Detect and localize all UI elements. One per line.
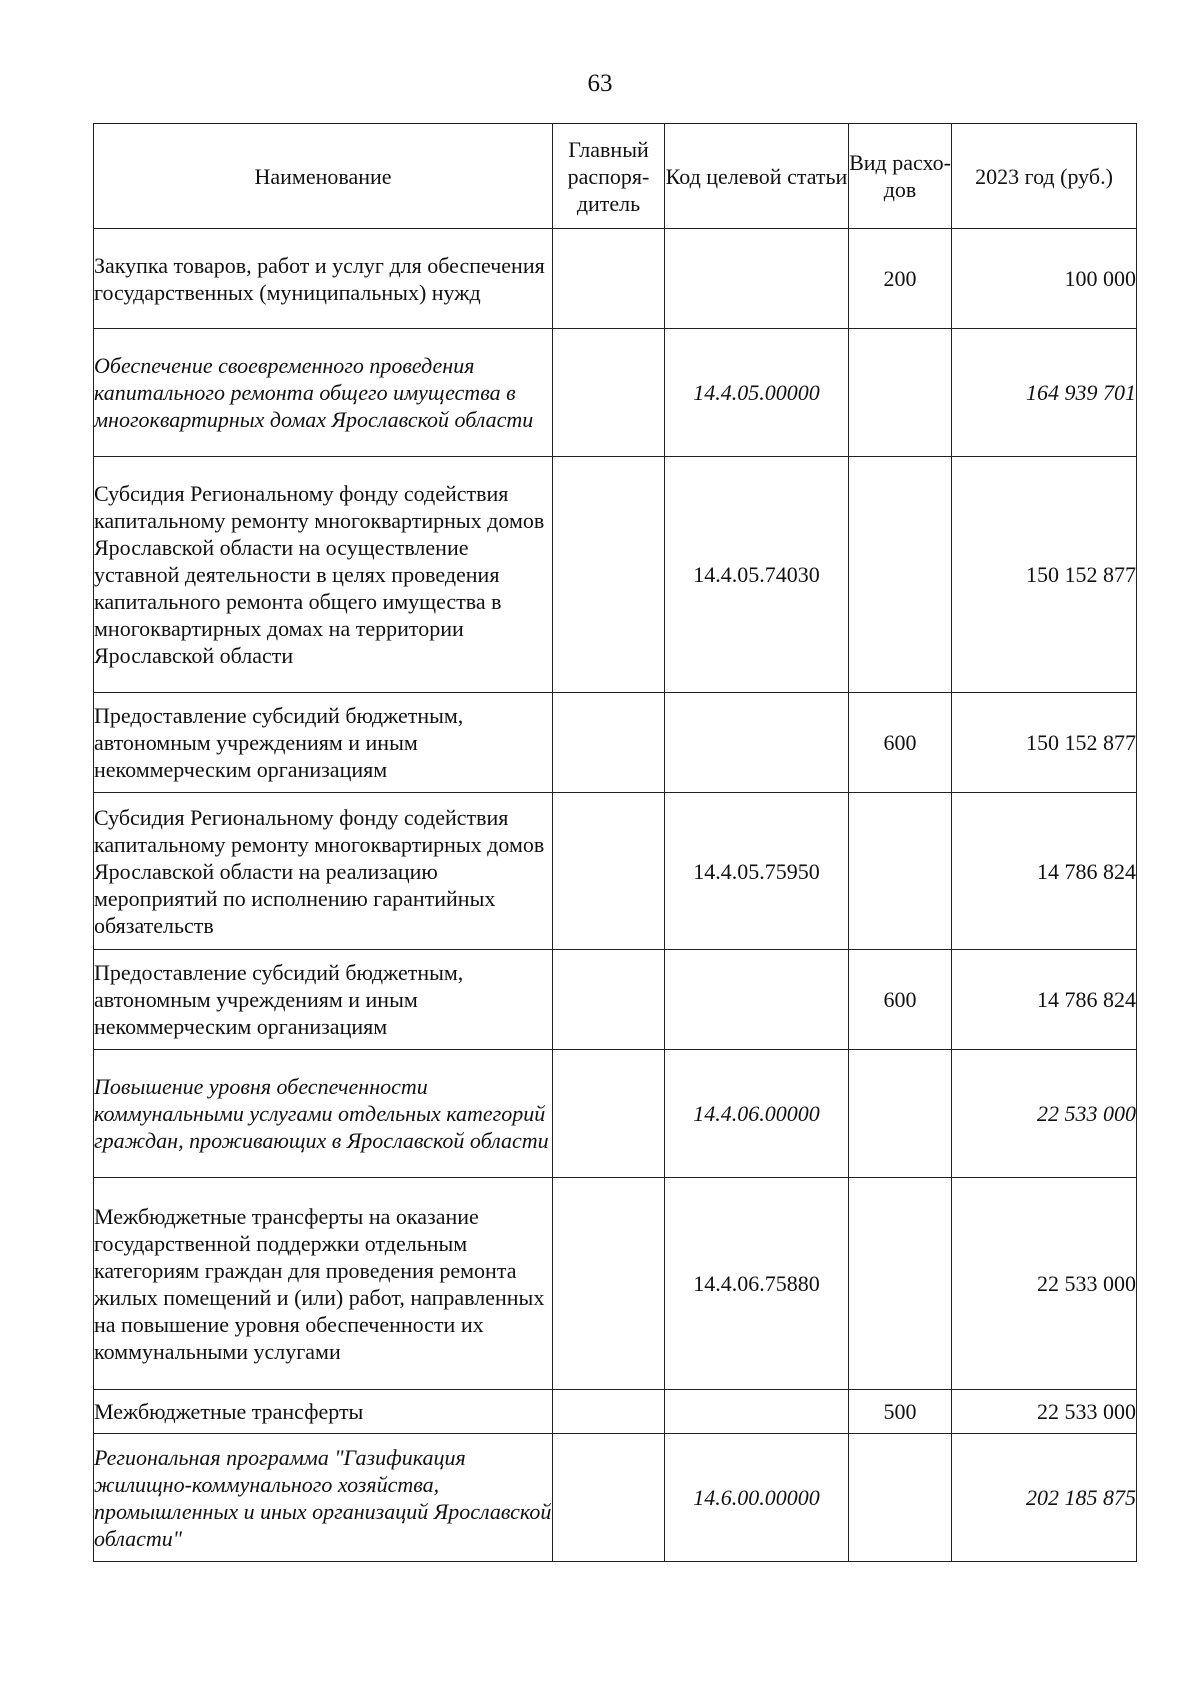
row-kind bbox=[849, 1178, 952, 1390]
table-row bbox=[94, 1434, 1137, 1562]
row-code: 14.4.06.75880 bbox=[665, 1178, 849, 1390]
table-row bbox=[94, 950, 1137, 1050]
row-sum: 202 185 875 bbox=[952, 1434, 1137, 1562]
row-kind bbox=[849, 329, 952, 457]
row-kind: 600 bbox=[849, 693, 952, 793]
table-row bbox=[94, 1178, 1137, 1390]
row-sum: 22 533 000 bbox=[952, 1390, 1137, 1434]
table-row bbox=[94, 793, 1137, 950]
row-name: Закупка товаров, работ и услуг для обеспечения государственных (муниципальных) нужд bbox=[94, 229, 553, 329]
row-name: Региональная программа "Газификация жилищно-коммунального хозяйства, промышленных и иных организаций Ярославской области" bbox=[94, 1434, 553, 1562]
row-name: Субсидия Региональному фонду содействия капитальному ремонту многоквартирных домов Ярославской области на реализацию мероприятий по исполнению гарантийных обязательств bbox=[94, 793, 553, 950]
row-manager bbox=[553, 229, 665, 329]
header-name: Наименование bbox=[94, 124, 553, 229]
header-code: Код целевой статьи bbox=[665, 124, 849, 229]
row-sum: 22 533 000 bbox=[952, 1178, 1137, 1390]
table-row bbox=[94, 457, 1137, 693]
row-manager bbox=[553, 693, 665, 793]
header-row bbox=[94, 124, 1137, 229]
row-sum: 150 152 877 bbox=[952, 693, 1137, 793]
header-manager: Главный распоря-дитель bbox=[553, 124, 665, 229]
row-manager bbox=[553, 793, 665, 950]
row-sum: 150 152 877 bbox=[952, 457, 1137, 693]
row-code: 14.4.05.75950 bbox=[665, 793, 849, 950]
row-kind bbox=[849, 457, 952, 693]
row-name: Субсидия Региональному фонду содействия капитальному ремонту многоквартирных домов Ярославской области на осуществление уставной деятельности в целях проведения капитального ремонта общего имущества в многоквартирных домах на территории Ярославской области bbox=[94, 457, 553, 693]
row-sum: 14 786 824 bbox=[952, 793, 1137, 950]
row-name: Предоставление субсидий бюджетным, автономным учреждениям и иным некоммерческим организациям bbox=[94, 693, 553, 793]
row-manager bbox=[553, 1390, 665, 1434]
row-sum: 22 533 000 bbox=[952, 1050, 1137, 1178]
row-manager bbox=[553, 1050, 665, 1178]
row-kind: 500 bbox=[849, 1390, 952, 1434]
row-kind: 600 bbox=[849, 950, 952, 1050]
budget-table bbox=[93, 123, 1137, 1562]
row-name: Межбюджетные трансферты bbox=[94, 1390, 553, 1434]
header-kind: Вид расхо-дов bbox=[849, 124, 952, 229]
row-name: Обеспечение своевременного проведения капитального ремонта общего имущества в многоквартирных домах Ярославской области bbox=[94, 329, 553, 457]
row-name: Межбюджетные трансферты на оказание государственной поддержки отдельным категориям граждан для проведения ремонта жилых помещений и (или) работ, направленных на повышение уровня обеспеченности их коммунальными услугами bbox=[94, 1178, 553, 1390]
table-row bbox=[94, 1390, 1137, 1434]
row-manager bbox=[553, 329, 665, 457]
header-year: 2023 год (руб.) bbox=[952, 124, 1137, 229]
row-code bbox=[665, 229, 849, 329]
row-code: 14.4.05.00000 bbox=[665, 329, 849, 457]
row-name: Предоставление субсидий бюджетным, автономным учреждениям и иным некоммерческим организациям bbox=[94, 950, 553, 1050]
row-kind bbox=[849, 1434, 952, 1562]
row-code: 14.4.06.00000 bbox=[665, 1050, 849, 1178]
row-sum: 164 939 701 bbox=[952, 329, 1137, 457]
table-row bbox=[94, 329, 1137, 457]
page-number: 63 bbox=[587, 70, 613, 97]
row-manager bbox=[553, 1178, 665, 1390]
row-code bbox=[665, 693, 849, 793]
row-manager bbox=[553, 1434, 665, 1562]
row-code bbox=[665, 1390, 849, 1434]
row-sum: 100 000 bbox=[952, 229, 1137, 329]
table-row bbox=[94, 229, 1137, 329]
row-name: Повышение уровня обеспеченности коммунальными услугами отдельных категорий граждан, проживающих в Ярославской области bbox=[94, 1050, 553, 1178]
row-kind bbox=[849, 793, 952, 950]
row-code: 14.4.05.74030 bbox=[665, 457, 849, 693]
row-kind bbox=[849, 1050, 952, 1178]
row-code: 14.6.00.00000 bbox=[665, 1434, 849, 1562]
row-manager bbox=[553, 950, 665, 1050]
table-row bbox=[94, 693, 1137, 793]
table-row bbox=[94, 1050, 1137, 1178]
row-sum: 14 786 824 bbox=[952, 950, 1137, 1050]
row-code bbox=[665, 950, 849, 1050]
row-manager bbox=[553, 457, 665, 693]
row-kind: 200 bbox=[849, 229, 952, 329]
